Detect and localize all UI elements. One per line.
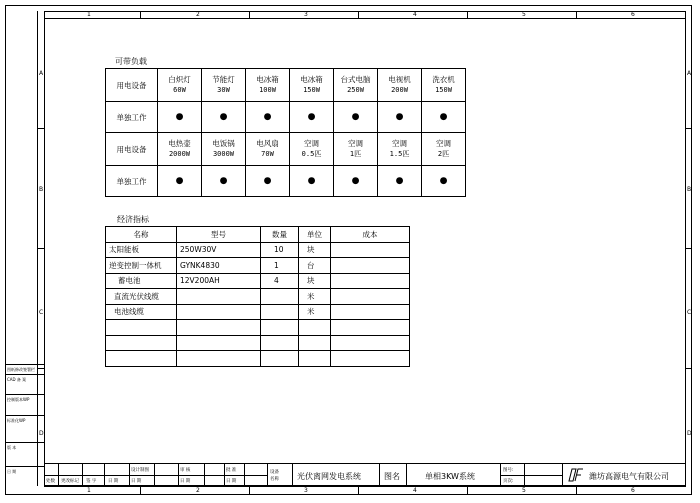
tb-approve-date: 日 期 (226, 479, 237, 484)
ruler-top-6: 6 (631, 11, 635, 18)
row-label: 单独工作 (106, 166, 158, 197)
side-box-4: 标准化WP (5, 415, 44, 442)
ruler-right-d: D (687, 430, 692, 437)
tb-design-label: 设计制图 (131, 468, 149, 473)
load-device-row-2 (106, 133, 466, 166)
title-block (44, 463, 686, 486)
dot-mark: ● (378, 102, 422, 133)
econ-table (105, 226, 410, 367)
side-box-2: CAD 备 案 (5, 374, 44, 394)
ruler-top-5: 5 (522, 11, 526, 18)
table-row (106, 289, 410, 305)
cell: 台 (299, 258, 331, 274)
drawing-code-label: 图号: (503, 468, 514, 473)
cell (331, 304, 410, 320)
cell (177, 320, 261, 336)
dot-mark: ● (334, 166, 378, 197)
cell (331, 242, 410, 258)
col-header-model: 型号 (177, 227, 261, 243)
row-label: 用电设备 (106, 133, 158, 166)
side-box-3: 控制版本WP (5, 394, 44, 415)
cell (331, 273, 410, 289)
cell (261, 304, 299, 320)
row-label: 用电设备 (106, 69, 158, 102)
ruler-top-4: 4 (413, 11, 417, 18)
dot-mark: ● (202, 102, 246, 133)
device-cell: 空调 2匹 (422, 133, 466, 166)
dot-mark: ● (290, 102, 334, 133)
tb-label-count: 处数 (46, 479, 55, 484)
drawing-name: 单相3KW系统 (425, 472, 475, 481)
ruler-left-b: B (39, 186, 44, 193)
device-cell: 电视机 200W (378, 69, 422, 102)
load-device-row-1 (106, 69, 466, 102)
econ-section-title: 经济指标 (117, 215, 149, 224)
tb-label-change: 更改标记 (61, 479, 79, 484)
device-cell: 电饭锅 3000W (202, 133, 246, 166)
ruler-left-a: A (39, 70, 44, 77)
tb-review-label: 审 核 (180, 468, 191, 473)
cell: 逆变控制一体机 (106, 258, 177, 274)
tb-review-date: 日 期 (180, 479, 191, 484)
cell (261, 289, 299, 305)
ruler-left-c: C (39, 309, 44, 316)
cell (106, 351, 177, 367)
ruler-top-1: 1 (87, 11, 91, 18)
load-use-row-1 (106, 102, 466, 133)
ruler-top-2: 2 (196, 11, 200, 18)
cell (177, 304, 261, 320)
device-cell: 电冰箱 150W (290, 69, 334, 102)
drawing-name-label: 图名 (384, 472, 400, 481)
device-cell: 台式电脑 250W (334, 69, 378, 102)
dot-mark: ● (246, 166, 290, 197)
cell: 块 (299, 273, 331, 289)
load-table (105, 68, 466, 197)
device-cell: 空调 1匹 (334, 133, 378, 166)
tb-label-sign: 签 字 (86, 479, 97, 484)
tb-label-date: 日 期 (108, 479, 119, 484)
dot-mark: ● (158, 102, 202, 133)
cell: 蓄电池 (106, 273, 177, 289)
cell (331, 289, 410, 305)
cell (299, 335, 331, 351)
table-row (106, 273, 410, 289)
tb-equip-label-2: 名称 (270, 477, 279, 482)
system-name: 光伏离网发电系统 (297, 472, 361, 481)
table-row (106, 242, 410, 258)
cell: 块 (299, 242, 331, 258)
dot-mark: ● (422, 102, 466, 133)
cell (261, 335, 299, 351)
cell (106, 335, 177, 351)
row-label: 单独工作 (106, 102, 158, 133)
side-box-5: 版 本 (5, 442, 44, 466)
device-cell: 电冰箱 100W (246, 69, 290, 102)
cell (331, 258, 410, 274)
device-cell: 电热壶 2000W (158, 133, 202, 166)
ruler-bottom-5: 5 (522, 487, 526, 494)
cell (299, 351, 331, 367)
cell: 10 (261, 242, 299, 258)
dot-mark: ● (422, 166, 466, 197)
ruler-right-b: B (687, 186, 692, 193)
cell (331, 335, 410, 351)
cell (177, 351, 261, 367)
device-cell: 空调 0.5匹 (290, 133, 334, 166)
cell: 12V200AH (177, 273, 261, 289)
ruler-right-c: C (687, 309, 692, 316)
tb-equip-label-1: 设备 (270, 470, 279, 475)
ruler-left-d: D (39, 430, 44, 437)
col-header-unit: 单位 (299, 227, 331, 243)
dot-mark: ● (290, 166, 334, 197)
table-row (106, 335, 410, 351)
dot-mark: ● (378, 166, 422, 197)
cell (331, 320, 410, 336)
dot-mark: ● (334, 102, 378, 133)
ruler-right-a: A (687, 70, 692, 77)
device-cell: 电风扇 70W (246, 133, 290, 166)
cell: 电池线缆 (106, 304, 177, 320)
cell: GYNK4830 (177, 258, 261, 274)
cell (177, 289, 261, 305)
cell: 米 (299, 289, 331, 305)
ruler-bottom-3: 3 (304, 487, 308, 494)
ruler-bottom-6: 6 (631, 487, 635, 494)
ruler-bottom-4: 4 (413, 487, 417, 494)
tb-design-date: 日 期 (131, 479, 142, 484)
cell: 米 (299, 304, 331, 320)
page-label: 页次: (503, 479, 514, 484)
device-cell: 白炽灯 60W (158, 69, 202, 102)
dot-mark: ● (246, 102, 290, 133)
cell: 250W30V (177, 242, 261, 258)
load-use-row-2 (106, 166, 466, 197)
device-cell: 洗衣机 150W (422, 69, 466, 102)
device-cell: 节能灯 30W (202, 69, 246, 102)
dot-mark: ● (158, 166, 202, 197)
econ-header-row (106, 227, 410, 243)
cell: 太阳能板 (106, 242, 177, 258)
table-row (106, 320, 410, 336)
company-name: 潍坊高源电气有限公司 (589, 472, 669, 481)
side-box-1: 图纸修改签署栏 (5, 364, 44, 374)
tb-approve-label: 批 准 (226, 468, 237, 473)
cell: 1 (261, 258, 299, 274)
cell: 直流光伏线缆 (106, 289, 177, 305)
side-box-6: 日 期 (5, 466, 44, 495)
cell (106, 320, 177, 336)
table-row (106, 258, 410, 274)
cell (331, 351, 410, 367)
table-row (106, 351, 410, 367)
col-header-name: 名称 (106, 227, 177, 243)
cell: 4 (261, 273, 299, 289)
ruler-bottom-2: 2 (196, 487, 200, 494)
col-header-qty: 数量 (261, 227, 299, 243)
ruler-top-3: 3 (304, 11, 308, 18)
load-section-title: 可带负载 (115, 57, 147, 66)
cell (261, 320, 299, 336)
cell (299, 320, 331, 336)
dot-mark: ● (202, 166, 246, 197)
cell (261, 351, 299, 367)
cell (177, 335, 261, 351)
device-cell: 空调 1.5匹 (378, 133, 422, 166)
table-row (106, 304, 410, 320)
company-logo-icon (567, 467, 585, 483)
ruler-bottom-1: 1 (87, 487, 91, 494)
col-header-cost: 成本 (331, 227, 410, 243)
